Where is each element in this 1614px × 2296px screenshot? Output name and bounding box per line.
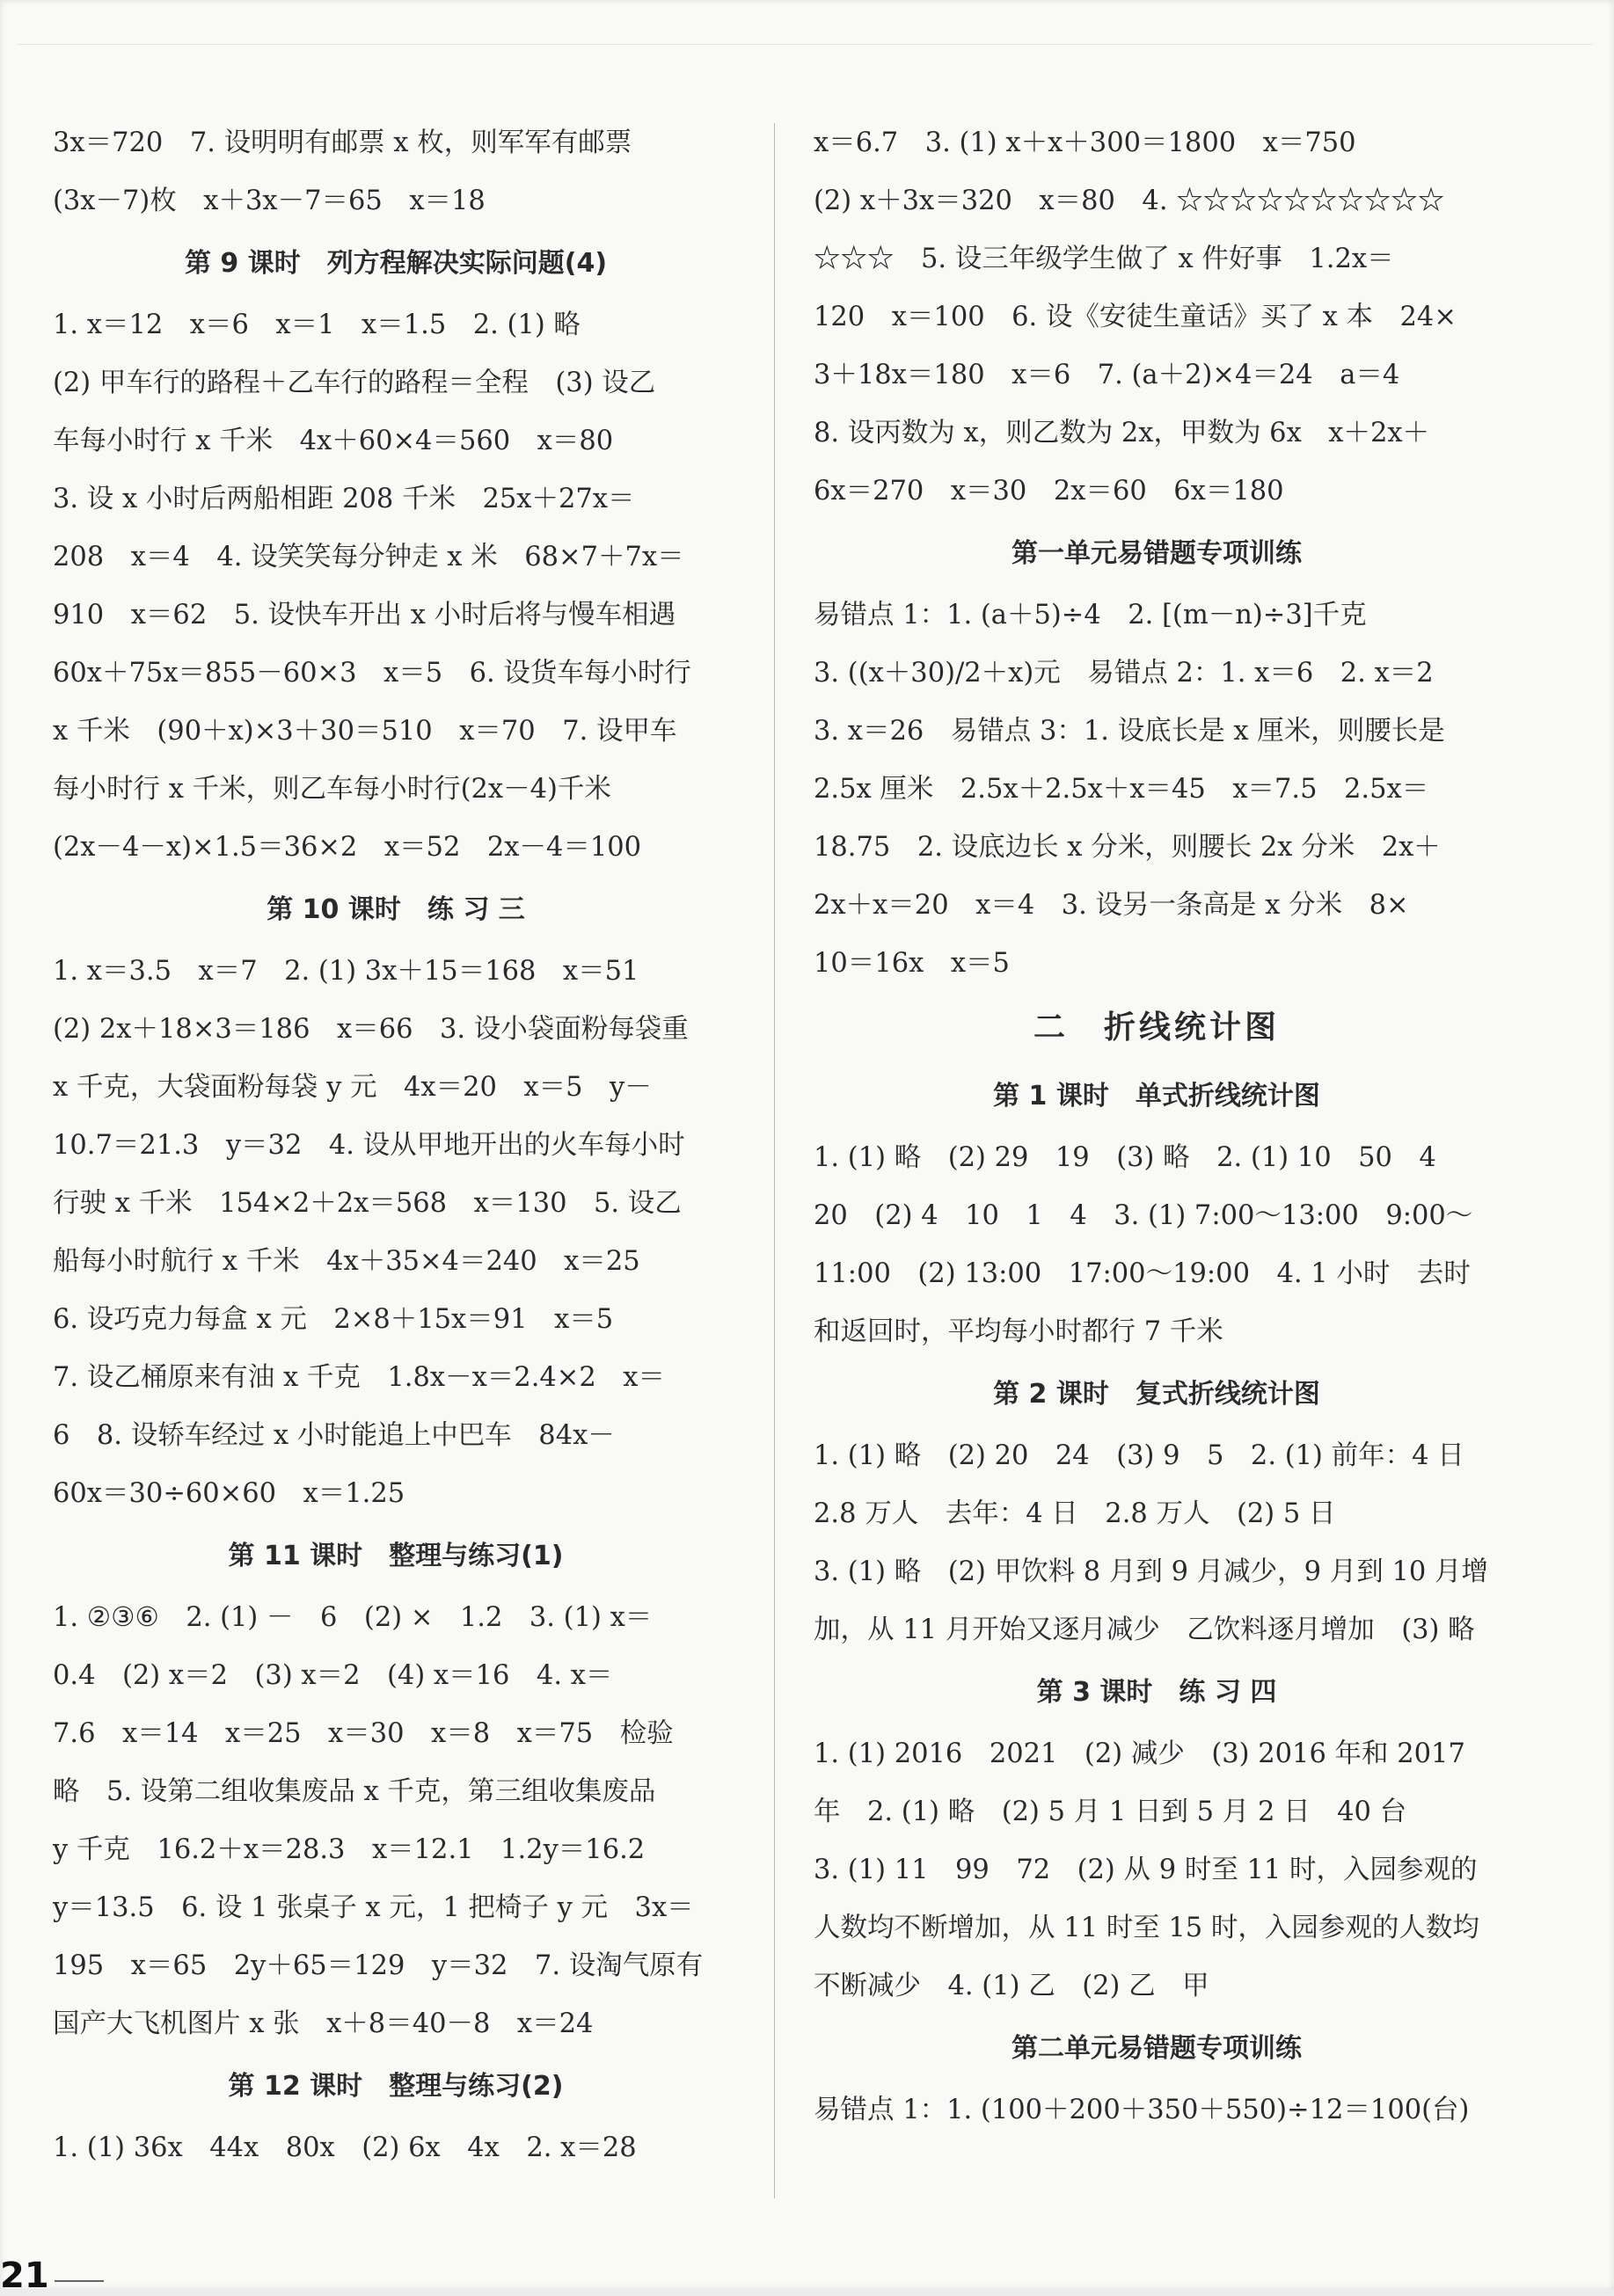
answer-line: 1. (1) 2016 2021 (2) 减少 (3) 2016 年和 2017 [814, 1738, 1465, 1769]
section-heading: 第 3 课时 练 习 四 [1036, 1677, 1277, 1708]
answer-line: 和返回时，平均每小时都行 7 千米 [814, 1316, 1223, 1347]
answer-line: (2) 甲车行的路程＋乙车行的路程＝全程 (3) 设乙 [53, 368, 656, 398]
answer-line: (2) x＋3x＝320 x＝80 4. ☆☆☆☆☆☆☆☆☆☆ [814, 186, 1445, 216]
answer-line: 加，从 11 月开始又逐月减少 乙饮料逐月增加 (3) 略 [814, 1614, 1475, 1645]
right-column [814, 114, 1500, 2139]
answer-line: 0.4 (2) x＝2 (3) x＝2 (4) x＝16 4. x＝ [53, 1660, 613, 1691]
answer-line: y 千克 16.2＋x＝28.3 x＝12.1 1.2y＝16.2 [53, 1834, 646, 1865]
answer-line: (2) 2x＋18×3＝186 x＝66 3. 设小袋面粉每袋重 [53, 1014, 689, 1045]
answer-line: y＝13.5 6. 设 1 张桌子 x 元，1 把椅子 y 元 3x＝ [53, 1892, 694, 1923]
answer-line: 1. x＝3.5 x＝7 2. (1) 3x＋15＝168 x＝51 [53, 956, 639, 987]
answer-line: 1. (1) 略 (2) 20 24 (3) 9 5 2. (1) 前年：4 日 [814, 1440, 1464, 1471]
answer-line: 行驶 x 千米 154×2＋2x＝568 x＝130 5. 设乙 [53, 1188, 682, 1219]
section-heading: 第 1 课时 单式折线统计图 [993, 1081, 1320, 1112]
answer-line: (2x－4－x)×1.5＝36×2 x＝52 2x－4＝100 [53, 832, 642, 863]
answer-line: 10＝16x x＝5 [814, 948, 1010, 979]
answer-line: ☆☆☆ 5. 设三年级学生做了 x 件好事 1.2x＝ [814, 244, 1394, 274]
answer-line: 3. x＝26 易错点 3：1. 设底长是 x 厘米，则腰长是 [814, 716, 1445, 747]
answer-line: 车每小时行 x 千米 4x＋60×4＝560 x＝80 [53, 426, 614, 456]
answer-line: 7.6 x＝14 x＝25 x＝30 x＝8 x＝75 检验 [53, 1718, 674, 1749]
answer-line: 195 x＝65 2y＋65＝129 y＝32 7. 设淘气原有 [53, 1950, 704, 1981]
answer-line: 国产大飞机图片 x 张 x＋8＝40－8 x＝24 [53, 2008, 594, 2039]
answer-line: 10.7＝21.3 y＝32 4. 设从甲地开出的火车每小时 [53, 1130, 685, 1161]
answer-line: 6. 设巧克力每盒 x 元 2×8＋15x＝91 x＝5 [53, 1304, 614, 1335]
answer-line: 人数均不断增加，从 11 时至 15 时，入园参观的人数均 [814, 1913, 1479, 1943]
answer-line: 11:00 (2) 13:00 17:00～19:00 4. 1 小时 去时 [814, 1258, 1471, 1289]
unit-title: 二 折线统计图 [1033, 1010, 1280, 1046]
top-edge-rule [18, 44, 1592, 45]
answer-line: x 千米 (90＋x)×3＋30＝510 x＝70 7. 设甲车 [53, 716, 677, 747]
section-heading: 第 2 课时 复式折线统计图 [993, 1379, 1320, 1410]
answer-line: 1. x＝12 x＝6 x＝1 x＝1.5 2. (1) 略 [53, 310, 581, 340]
answer-line: 每小时行 x 千米，则乙车每小时行(2x－4)千米 [53, 774, 611, 805]
answer-line: 3. ((x＋30)/2＋x)元 易错点 2：1. x＝6 2. x＝2 [814, 658, 1434, 689]
answer-line: 1. (1) 略 (2) 29 19 (3) 略 2. (1) 10 50 4 [814, 1142, 1436, 1173]
answer-line: 3x＝720 7. 设明明有邮票 x 枚，则军军有邮票 [53, 128, 632, 158]
answer-line: 年 2. (1) 略 (2) 5 月 1 日到 5 月 2 日 40 台 [814, 1797, 1407, 1827]
answer-line: 不断减少 4. (1) 乙 (2) 乙 甲 [814, 1971, 1209, 2001]
page-number-rule [55, 2280, 104, 2282]
answer-line: 略 5. 设第二组收集废品 x 千克，第三组收集废品 [53, 1776, 656, 1807]
answer-line: 易错点 1：1. (a＋5)÷4 2. [(m－n)÷3]千克 [814, 600, 1367, 630]
section-heading: 第一单元易错题专项训练 [1011, 538, 1302, 569]
answer-line: 20 (2) 4 10 1 4 3. (1) 7:00～13:00 9:00～ [814, 1200, 1473, 1231]
answer-line: 120 x＝100 6. 设《安徒生童话》买了 x 本 24× [814, 302, 1457, 332]
answer-line: 2.5x 厘米 2.5x＋2.5x＋x＝45 x＝7.5 2.5x＝ [814, 774, 1429, 805]
column-divider [774, 123, 775, 2198]
answer-line: 3. (1) 11 99 72 (2) 从 9 时至 11 时，入园参观的 [814, 1855, 1478, 1885]
answer-line: 208 x＝4 4. 设笑笑每分钟走 x 米 68×7＋7x＝ [53, 542, 684, 572]
answer-line: 18.75 2. 设底边长 x 分米，则腰长 2x 分米 2x＋ [814, 832, 1441, 863]
answer-line: x 千克，大袋面粉每袋 y 元 4x＝20 x＝5 y－ [53, 1072, 652, 1103]
answer-line: 易错点 1：1. (100＋200＋350＋550)÷12＝100(台) [814, 2095, 1470, 2125]
answer-line: 3. 设 x 小时后两船相距 208 千米 25x＋27x＝ [53, 484, 635, 514]
answer-line: 2.8 万人 去年：4 日 2.8 万人 (2) 5 日 [814, 1498, 1336, 1529]
answer-line: 3. (1) 略 (2) 甲饮料 8 月到 9 月减少，9 月到 10 月增 [814, 1556, 1488, 1587]
answer-line: 60x＋75x＝855－60×3 x＝5 6. 设货车每小时行 [53, 658, 691, 689]
answer-line: x＝6.7 3. (1) x＋x＋300＝1800 x＝750 [814, 128, 1356, 158]
answer-line: 1. ②③⑥ 2. (1) － 6 (2) × 1.2 3. (1) x＝ [53, 1602, 653, 1633]
answer-line: 6 8. 设轿车经过 x 小时能追上中巴车 84x－ [53, 1420, 615, 1451]
section-heading: 第 9 课时 列方程解决实际问题(4) [184, 248, 608, 279]
answer-line: 7. 设乙桶原来有油 x 千克 1.8x－x＝2.4×2 x＝ [53, 1362, 665, 1393]
answer-line: 3＋18x＝180 x＝6 7. (a＋2)×4＝24 a＝4 [814, 360, 1400, 390]
answer-line: 60x＝30÷60×60 x＝1.25 [53, 1478, 405, 1509]
answer-line: 1. (1) 36x 44x 80x (2) 6x 4x 2. x＝28 [53, 2132, 637, 2163]
answer-line: (3x－7)枚 x＋3x－7＝65 x＝18 [53, 186, 486, 216]
section-heading: 第二单元易错题专项训练 [1011, 2033, 1302, 2064]
answer-line: 船每小时航行 x 千米 4x＋35×4＝240 x＝25 [53, 1246, 640, 1277]
answer-line: 8. 设丙数为 x，则乙数为 2x，甲数为 6x x＋2x＋ [814, 418, 1430, 448]
page-number: 21 [0, 2256, 49, 2296]
answer-line: 6x＝270 x＝30 2x＝60 6x＝180 [814, 476, 1284, 507]
answer-line: 2x＋x＝20 x＝4 3. 设另一条高是 x 分米 8× [814, 890, 1409, 921]
section-heading: 第 11 课时 整理与练习(1) [228, 1541, 564, 1571]
left-column [53, 114, 739, 2177]
answer-line: 910 x＝62 5. 设快车开出 x 小时后将与慢车相遇 [53, 600, 676, 630]
section-heading: 第 12 课时 整理与练习(2) [228, 2071, 564, 2102]
section-heading: 第 10 课时 练 习 三 [267, 894, 525, 925]
